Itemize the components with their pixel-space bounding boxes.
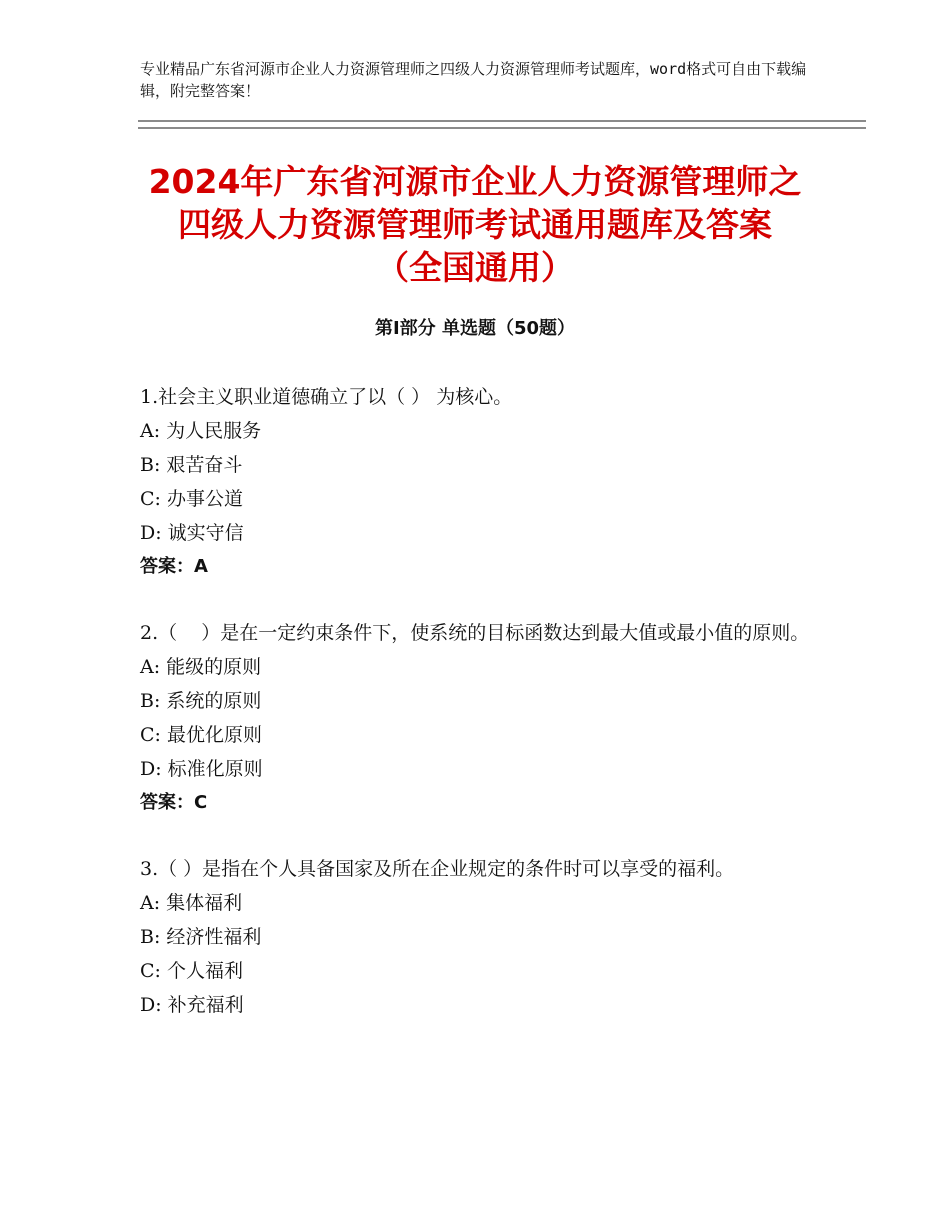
option-a: A: 为人民服务 — [140, 420, 262, 442]
option-d: D: 诚实守信 — [140, 522, 244, 544]
answer-label: 答案：C — [140, 792, 208, 813]
answer-label: 答案：A — [140, 556, 208, 577]
option-a: A: 集体福利 — [140, 892, 243, 914]
question-3 — [140, 852, 810, 1022]
option-b: B: 经济性福利 — [140, 926, 262, 948]
section-heading: 第Ⅰ部分 单选题（50题） — [374, 318, 575, 339]
option-d: D: 标准化原则 — [140, 758, 263, 780]
option-c: C: 办事公道 — [140, 488, 243, 510]
title-line-2: 四级人力资源管理师考试通用题库及答案 — [178, 205, 772, 244]
header-divider — [138, 120, 866, 129]
question-stem: 1.社会主义职业道德确立了以（ ） 为核心。 — [140, 386, 513, 408]
option-b: B: 艰苦奋斗 — [140, 454, 243, 476]
header-note: 专业精品广东省河源市企业人力资源管理师之四级人力资源管理师考试题库，word格式可自由下载编辑，附完整答案！ — [140, 60, 807, 100]
option-a: A: 能级的原则 — [140, 656, 262, 678]
option-b: B: 系统的原则 — [140, 690, 262, 712]
question-list — [140, 380, 810, 1054]
question-1 — [140, 380, 810, 584]
title-line-3: （全国通用） — [376, 248, 574, 287]
title-line-1: 2024年广东省河源市企业人力资源管理师之 — [148, 162, 802, 201]
option-c: C: 最优化原则 — [140, 724, 262, 746]
question-2 — [140, 616, 810, 820]
question-stem: 3.（ ）是指在个人具备国家及所在企业规定的条件时可以享受的福利。 — [140, 858, 735, 880]
question-stem: 2.（ ）是在一定约束条件下，使系统的目标函数达到最大值或最小值的原则。 — [140, 622, 810, 644]
option-d: D: 补充福利 — [140, 994, 244, 1016]
option-c: C: 个人福利 — [140, 960, 243, 982]
document-title — [80, 160, 870, 289]
